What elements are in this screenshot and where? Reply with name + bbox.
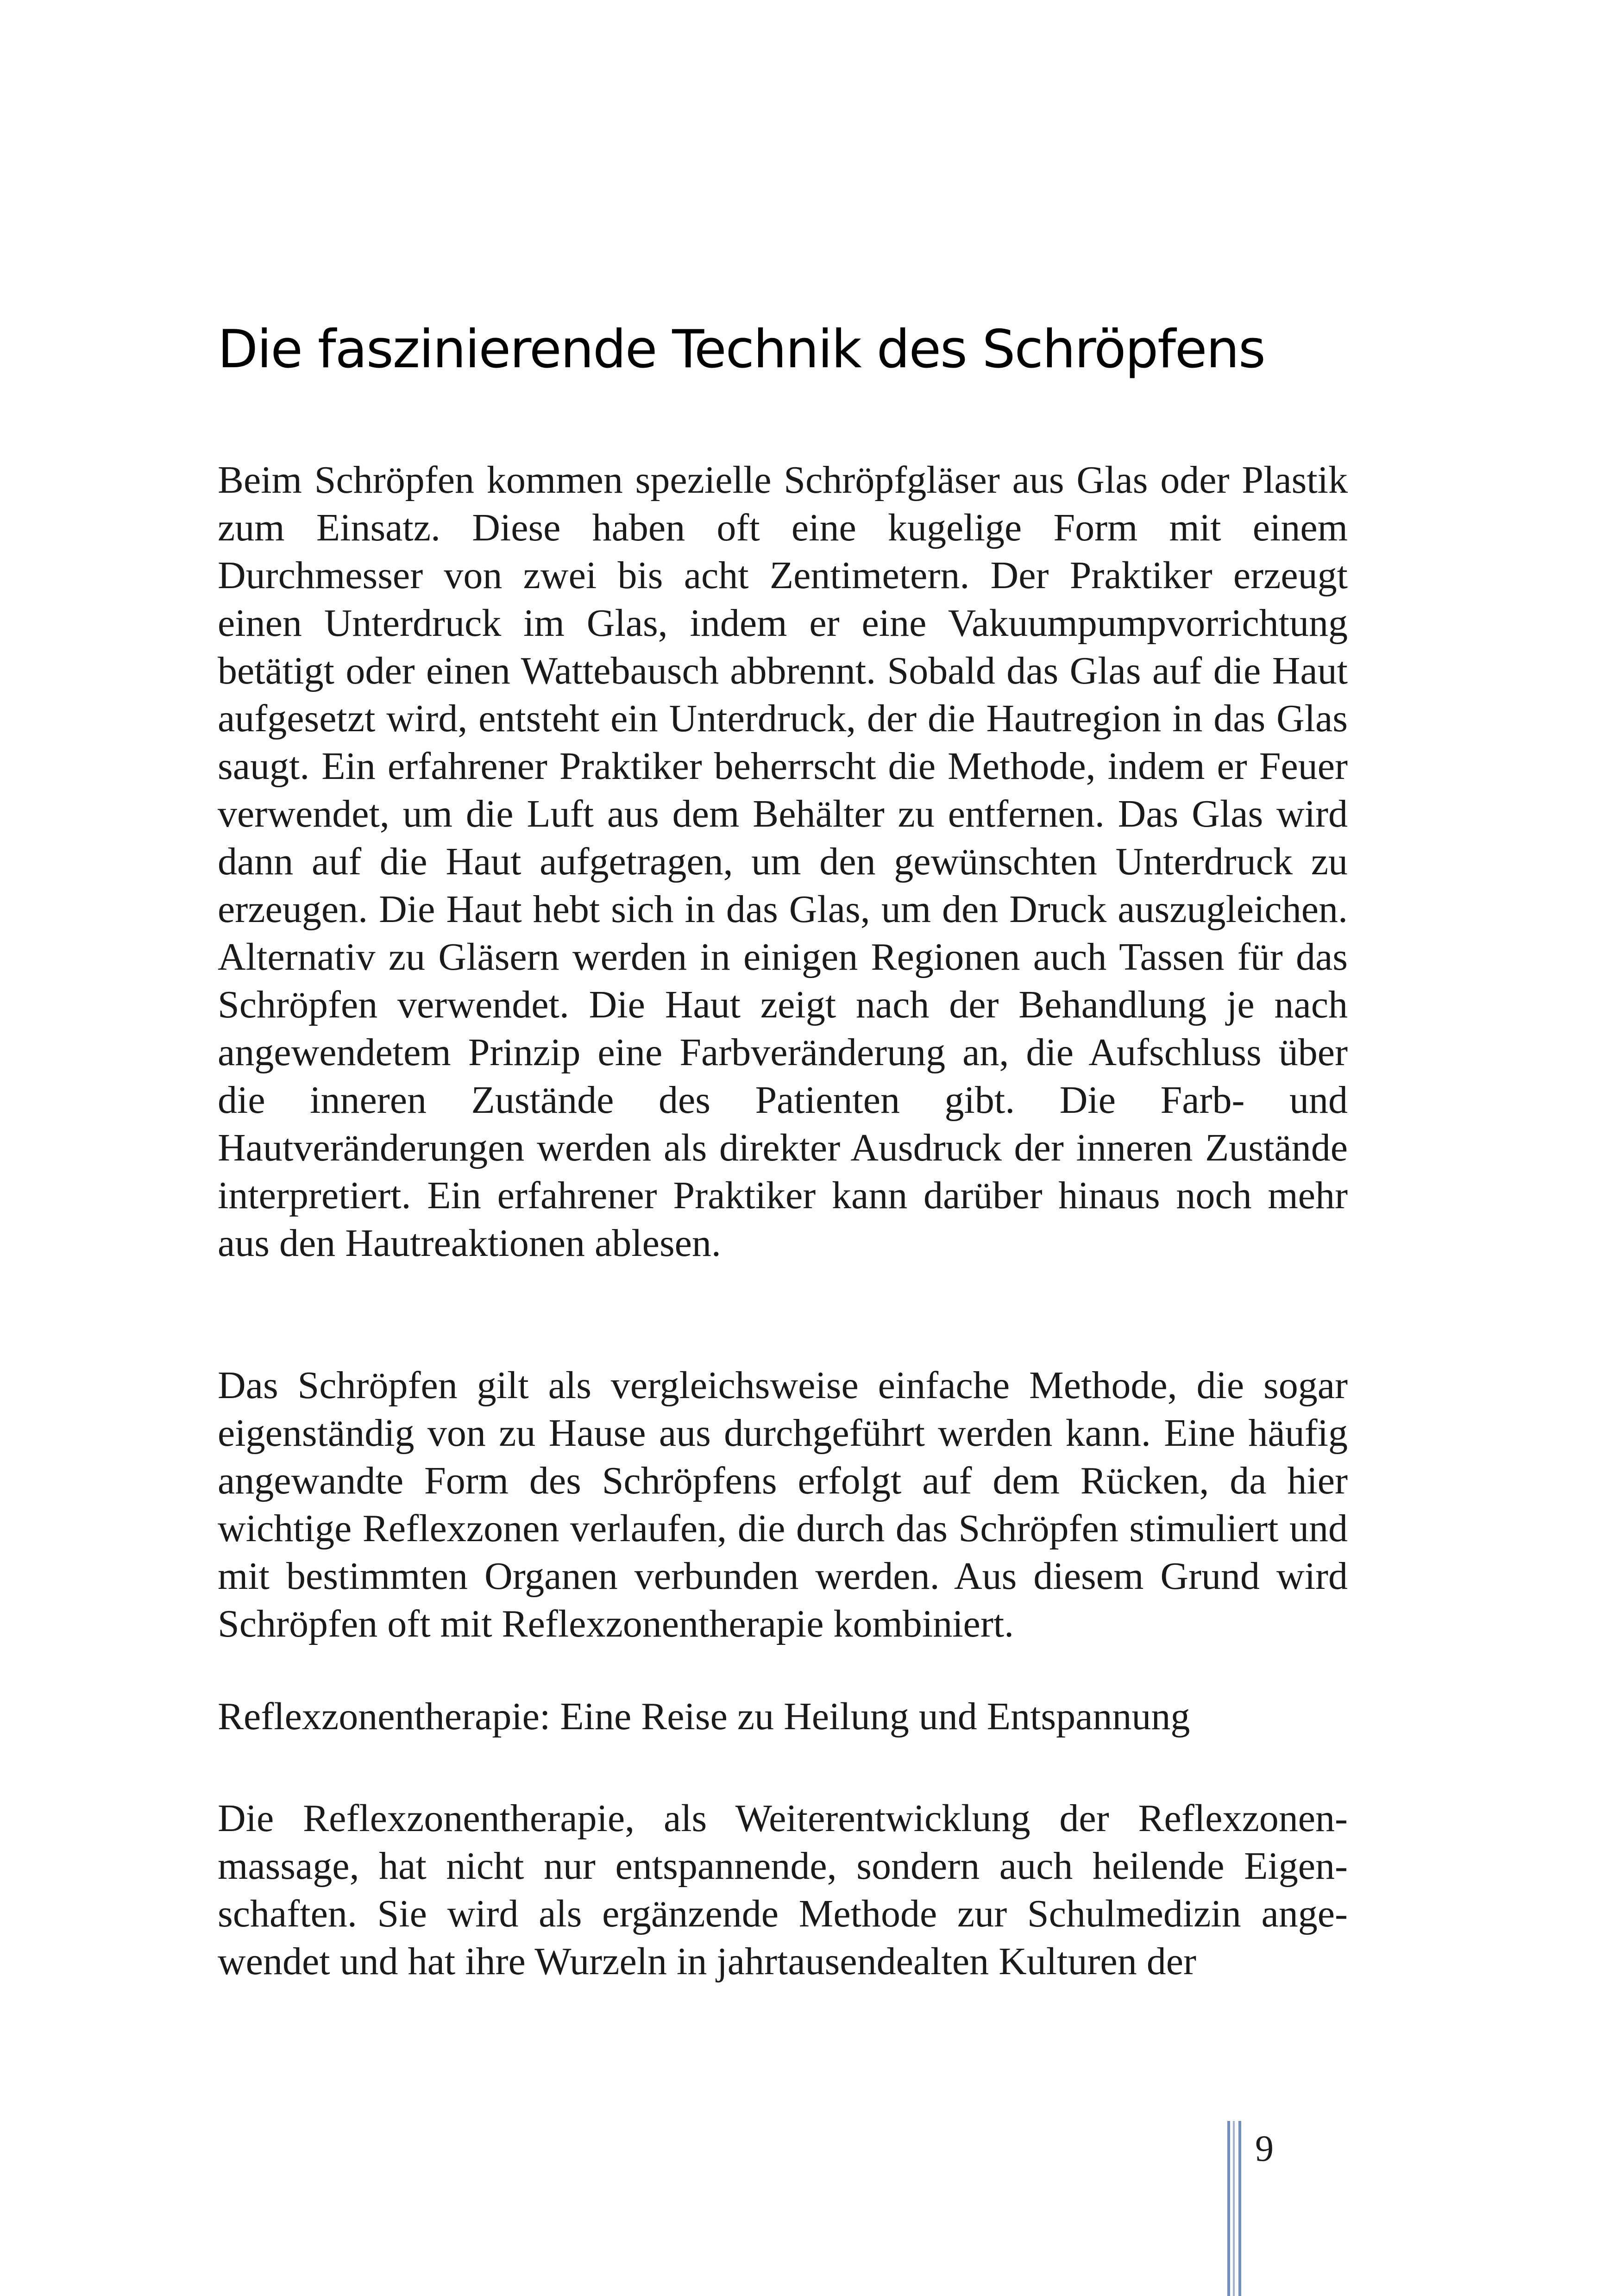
- chapter-heading: Die faszinierende Technik des Schröpfens: [218, 319, 1265, 380]
- section-subheading: Reflexzonentherapie: Eine Reise zu Heilung und Entspannung: [218, 1695, 1190, 1738]
- paragraph-reflexology: Die Reflexzonentherapie, als Weiterentwicklung der Reflexzonenmassage, hat nicht nur entspannende, sondern auch heilende Eigenschaften. Sie wird als ergänzende Methode zur Schulmedizin angewendet und hat ihre Wurzeln in jahrtausendealten Kulturen der: [218, 1797, 1348, 1983]
- page-number-rule-inner: [1233, 2121, 1235, 2296]
- page-number: 9: [1255, 2128, 1274, 2169]
- paragraph-cupping-at-home: Das Schröpfen gilt als vergleichsweise einfache Methode, die sogar eigenständig von zu Hause aus durchgeführt werden kann. Eine häufig angewandte Form des Schröpfens erfolgt auf dem Rücken, da hier wichtige Reflexzonen verlaufen, die durch das Schröpfen stimuliert und mit bestimmten Organen verbunden werden. Aus diesem Grund wird Schröpfen oft mit Reflexzonentherapie kombiniert.: [218, 1364, 1348, 1645]
- page-number-rule: [1227, 2121, 1241, 2296]
- paragraph-cupping-technique: Beim Schröpfen kommen spezielle Schröpfgläser aus Glas oder Plastik zum Einsatz. Diese haben oft eine kugelige Form mit einem Durchmesser von zwei bis acht Zentimetern. Der Praktiker erzeugt einen Unterdruck im Glas, indem er eine Vakuumpumpvorrichtung betätigt oder einen Wattebausch abbrennt. Sobald das Glas auf die Haut aufgesetzt wird, entsteht ein Unterdruck, der die Hautregion in das Glas saugt. Ein erfahrener Praktiker beherrscht die Methode, indem er Feuer verwendet, um die Luft aus dem Behälter zu entfernen. Das Glas wird dann auf die Haut aufgetragen, um den gewünschten Unterdruck zu erzeugen. Die Haut hebt sich in das Glas, um den Druck auszugleichen. Alternativ zu Gläsern werden in einigen Regionen auch Tassen für das Schröpfen verwendet. Die Haut zeigt nach der Behandlung je nach angewendetem Prinzip eine Farbveränderung an, die Aufschluss über die inneren Zustände des Patienten gibt. Die Farb- und Hautveränderungen werden als direkter Ausdruck der inneren Zustände interpretiert. Ein erfahrener Praktiker kann darüber hinaus noch mehr aus den Hautreaktionen ablesen.: [218, 458, 1348, 1265]
